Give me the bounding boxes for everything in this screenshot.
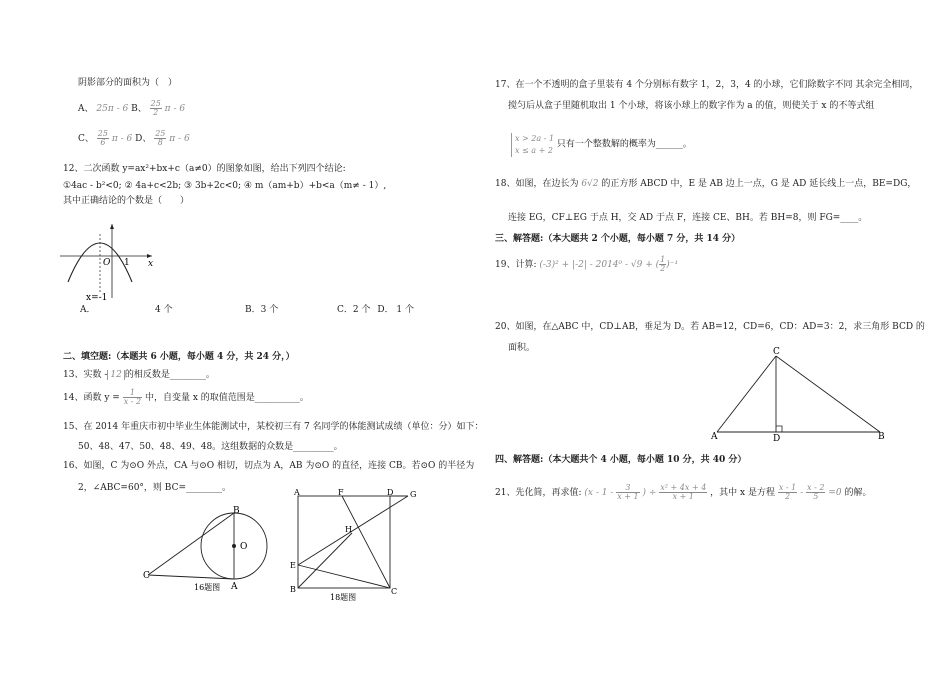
q17-inequality-system bbox=[511, 133, 554, 157]
figure-18 bbox=[290, 488, 420, 603]
fig20-side-ca bbox=[717, 356, 776, 432]
fig20-label-d: D bbox=[773, 434, 781, 444]
q11-opt-c-tail: π - 6 bbox=[111, 134, 133, 144]
q12-option-a-value: 4 个 bbox=[155, 305, 173, 315]
q17-ineq-1: x > 2a - 1 bbox=[515, 134, 555, 143]
q11-opt-b-label: B、 bbox=[131, 104, 147, 114]
fig20-label-b: B bbox=[878, 432, 885, 442]
fig18-label-f: F bbox=[338, 488, 344, 497]
fig16-label-o: O bbox=[240, 542, 248, 552]
q18-line2: 连接 EG，CF⊥EG 于点 H，交 AD 于点 F，连接 CE、BH。若 BH=8，则 FG=____。 bbox=[508, 213, 868, 223]
q11-opt-d-fraction: $\frac{25}{8}$ bbox=[155, 129, 166, 147]
fig16-tangent-ca bbox=[148, 575, 234, 579]
parabola-graph bbox=[60, 222, 170, 302]
q13-abs-value: 12 bbox=[107, 370, 124, 380]
q11-opt-d-tail: π - 6 bbox=[169, 134, 190, 144]
q11-opt-d-label: D、 bbox=[135, 134, 152, 144]
q21-part3: ，其中 x 是方程 bbox=[710, 488, 775, 498]
q12-conclusions: ①4ac - b²<0; ② 4a+c<2b; ③ 3b+2c<0; ④ m（am+b）+b<a（m≠ - 1）, bbox=[63, 181, 387, 191]
q13-post: 的相反数是________。 bbox=[124, 370, 215, 380]
fig18-segment-ec bbox=[298, 565, 390, 588]
q19-fraction: $\frac{1}{2}$ bbox=[660, 255, 666, 273]
q21-fraction2: $\frac{\text{x² + 4x + 4}}{x + 1}$ bbox=[660, 483, 707, 501]
figure-16 bbox=[140, 505, 280, 600]
q17-line1: 17、在一个不透明的盒子里装有 4 个分别标有数字 1，2，3，4 的小球，它们除数字不同 其余完全相同， bbox=[495, 80, 919, 90]
q17-line2: 搅匀后从盒子里随机取出 1 个小球，将该小球上的数字作为 a 的值，则使关于 x 的不等式组 bbox=[508, 101, 875, 111]
q16-line2: 2，∠ABC=60°，则 BC=________。 bbox=[78, 483, 231, 493]
fig16-label-b: B bbox=[233, 506, 240, 516]
q12-option-c: C．2 个 bbox=[337, 305, 371, 315]
fig18-caption: 18题图 bbox=[330, 593, 357, 602]
q11-opt-a-expr: 25π - 6 bbox=[96, 104, 129, 114]
fig20-label-c: C bbox=[773, 347, 780, 357]
q11-opt-b-fraction: $\frac{25}{2}$ bbox=[150, 99, 161, 117]
fig18-segment-bh bbox=[298, 533, 352, 588]
q12-option-cd bbox=[337, 305, 414, 316]
fig20-side-cb bbox=[776, 356, 880, 432]
q12-option-d: D． 1 个 bbox=[377, 305, 415, 315]
q11-opt-c-fraction: $\frac{25}{6}$ bbox=[97, 129, 108, 147]
q14-pre: 14、函数 y = bbox=[63, 393, 120, 403]
q17-ineq-2: x ≤ a + 2 bbox=[515, 146, 553, 155]
q21-fraction3: $\frac{x - 1}{2}$ bbox=[778, 483, 797, 501]
q14-post: 中，自变量 x 的取值范围是__________。 bbox=[144, 393, 309, 403]
figure-20 bbox=[711, 347, 885, 444]
right-column bbox=[475, 0, 950, 675]
q11-opt-b-tail: π - 6 bbox=[164, 104, 186, 114]
graph-y-arrow bbox=[110, 224, 114, 229]
fig18-segment-eg bbox=[298, 496, 408, 565]
fig16-label-c: C bbox=[143, 571, 150, 581]
fig20-right-angle bbox=[776, 426, 782, 432]
fig16-center-dot bbox=[232, 544, 236, 548]
q17-system bbox=[511, 133, 692, 157]
q21 bbox=[495, 484, 871, 501]
fig16-segment-cb bbox=[148, 513, 234, 575]
q20-line1: 20、如图，在△ABC 中，CD⊥AB，垂足为 D。若 AB=12，CD=6，CD：AD=3：2，求三角形 BCD 的 bbox=[495, 322, 925, 332]
fig18-label-g: G bbox=[410, 490, 417, 499]
q11-intro: 阴影部分的面积为（ ） bbox=[78, 78, 178, 88]
fig18-segment-fc bbox=[342, 496, 390, 588]
q13 bbox=[63, 370, 215, 381]
q18-pre: 18、如图，在边长为 bbox=[495, 179, 579, 189]
section-2-heading: 二、填空题:（本题共 6 小题，每小题 4 分，共 24 分，） bbox=[63, 352, 295, 362]
q21-pre: 21、先化简，再求值: bbox=[495, 488, 582, 498]
fig18-label-e: E bbox=[290, 561, 296, 570]
fig18-label-h: H bbox=[345, 525, 352, 534]
fig18-label-a: A bbox=[294, 488, 300, 497]
fig16-caption: 16题图 bbox=[194, 583, 221, 592]
q19-tail: )⁻¹ bbox=[666, 260, 679, 270]
q15-line1: 15、在 2014 年重庆市初中毕业生体能测试中，某校初三有 7 名同学的体能测试成绩（单位：分）如下： bbox=[63, 422, 484, 432]
q15-line2: 50、48、47、50、48、49、48。这组数据的众数是_________。 bbox=[78, 442, 343, 452]
q11-opt-c-label: C、 bbox=[78, 134, 94, 144]
q20-line2: 面积。 bbox=[508, 343, 536, 353]
q11-options-ab bbox=[78, 100, 185, 117]
q12-stem: 12、二次函数 y=ax²+bx+c（a≠0）的图象如图，给出下列四个结论: bbox=[63, 164, 346, 174]
q19-expression: (-3)² + |-2| - 2014⁰ - √9 + ( bbox=[539, 260, 660, 270]
q21-part4: - bbox=[800, 488, 804, 498]
graph-origin-label: O bbox=[103, 258, 111, 268]
q21-fraction1: $\frac{3}{x + 1}$ bbox=[617, 483, 639, 501]
q21-part1: (x - 1 - bbox=[584, 488, 614, 498]
q13-pre: 13、实数 - bbox=[63, 370, 108, 380]
q16-line1: 16、如图，C 为⊙O 外点，CA 与⊙O 相切，切点为 A，AB 为⊙O 的直径，连接 CB。若⊙O 的半径为 bbox=[63, 461, 475, 471]
q21-fraction4: $\frac{x - 2}{5}$ bbox=[807, 483, 825, 501]
q19 bbox=[495, 256, 678, 273]
q14-fraction: $\frac{1}{x - 2}$ bbox=[123, 388, 142, 406]
fig18-label-b: B bbox=[290, 585, 296, 594]
graph-axis-label: x=-1 bbox=[86, 293, 108, 303]
q19-pre: 19、计算: bbox=[495, 260, 537, 270]
graph-x-label: x bbox=[148, 259, 154, 269]
fig20-label-a: A bbox=[711, 432, 718, 442]
graph-x-arrow bbox=[147, 254, 152, 258]
q18-line1 bbox=[495, 179, 916, 190]
q12-option-b: B．3 个 bbox=[245, 305, 279, 315]
q11-opt-a-label: A、 bbox=[78, 104, 94, 114]
q21-part2: ) ÷ bbox=[642, 488, 657, 498]
q21-post: 的解。 bbox=[844, 488, 872, 498]
q12-ask: 其中正确结论的个数是（ ） bbox=[63, 196, 190, 206]
q11-options-cd bbox=[78, 130, 190, 147]
q21-part5: =0 bbox=[828, 488, 842, 498]
section-4-heading: 四、解答题:（本大题共个 4 小题，每小题 10 分，共 40 分） bbox=[495, 455, 747, 465]
fig16-label-a: A bbox=[231, 582, 238, 592]
q18-radical: 6√2 bbox=[581, 179, 599, 189]
fig18-label-c: C bbox=[391, 587, 398, 596]
section-3-heading: 三、解答题:（本大题共 2 个小题，每小题 7 分，共 14 分） bbox=[495, 234, 741, 244]
q12-option-a: A． bbox=[80, 305, 96, 315]
graph-one-label: 1 bbox=[124, 258, 130, 268]
q14 bbox=[63, 389, 309, 406]
q18-post: 的正方形 ABCD 中，E 是 AB 边上一点，G 是 AD 延长线上一点，BE=DG， bbox=[601, 179, 917, 189]
fig18-label-d: D bbox=[387, 488, 394, 497]
q17-tail: 只有一个整数解的概率为______。 bbox=[556, 139, 692, 150]
